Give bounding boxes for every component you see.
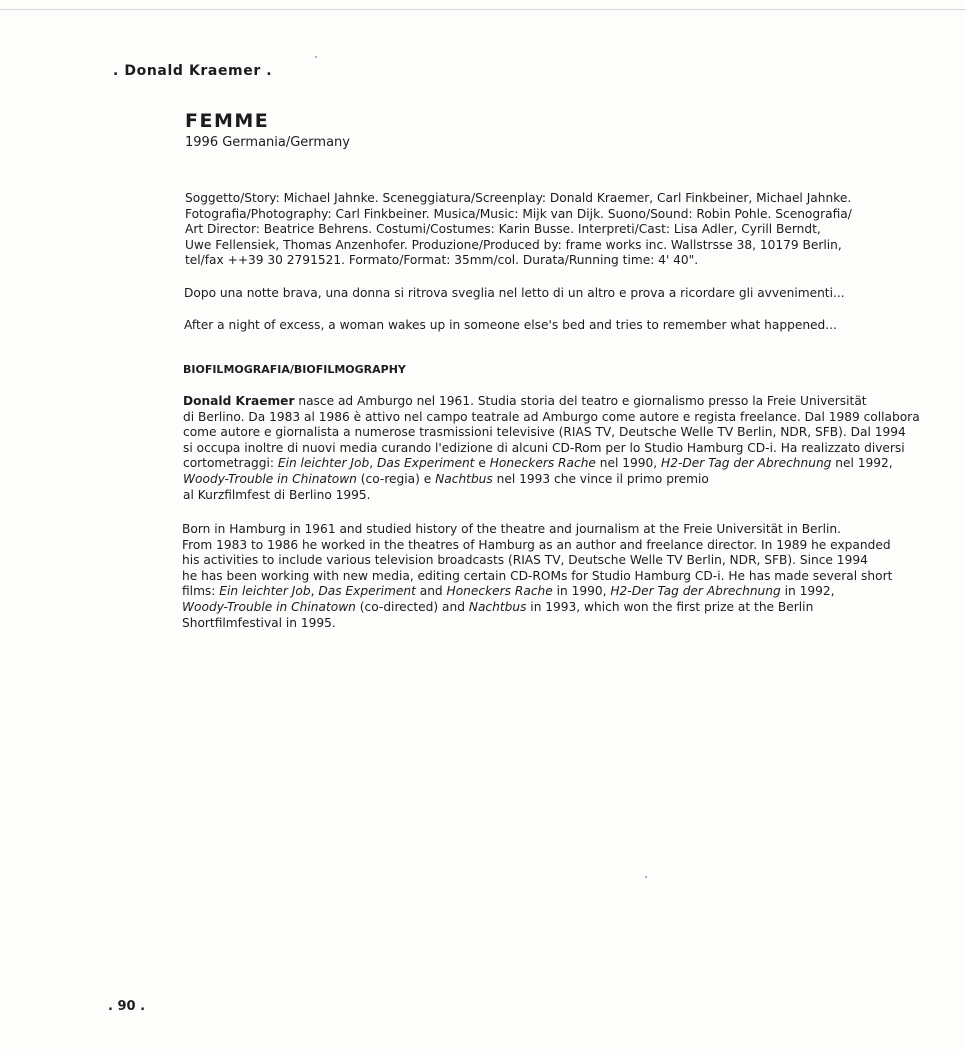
credits-line: Uwe Fellensiek, Thomas Anzenhofer. Produzione/Produced by: frame works inc. Wallstrsse 38, 10179 Berlin,	[185, 237, 842, 252]
bio-english-line	[182, 584, 892, 600]
film-title-italic: H2-Der Tag der Abrechnung	[610, 584, 781, 599]
synopsis-english	[184, 318, 837, 334]
bio-italian-line: di Berlino. Da 1983 al 1986 è attivo nel campo teatrale ad Amburgo come autore e regista freelance. Dal 1989 collabora	[183, 409, 920, 424]
bio-text: in 1993, which won the first prize at the Berlin	[526, 599, 814, 614]
bio-text: nel 1992,	[831, 456, 893, 471]
bio-text: in 1990,	[552, 584, 611, 599]
film-year-country: 1996 Germania/Germany	[185, 135, 350, 150]
film-title-italic: Das Experiment	[318, 584, 416, 599]
credits-block	[185, 191, 852, 269]
bio-italian-line	[183, 472, 920, 488]
top-rule	[0, 9, 966, 10]
bio-heading: BIOFILMOGRAFIA/BIOFILMOGRAPHY	[183, 363, 406, 376]
bio-english	[182, 522, 892, 631]
film-title-italic: Honeckers Rache	[489, 456, 596, 471]
bio-italian-line	[183, 456, 920, 472]
bio-text: e	[474, 456, 490, 471]
scan-speck	[645, 876, 647, 878]
bio-english-line: Shortfilmfestival in 1995.	[182, 615, 336, 630]
bio-text: ,	[310, 584, 319, 599]
scan-speck	[315, 56, 317, 58]
bio-english-line: Born in Hamburg in 1961 and studied history of the theatre and journalism at the Freie Universität in Berlin.	[182, 522, 841, 536]
bio-text: films:	[182, 584, 220, 599]
bio-italian-line	[183, 394, 920, 410]
bio-english-line: he has been working with new media, editing certain CD-ROMs for Studio Hamburg CD-i. He has made several short	[182, 568, 893, 583]
bio-text: in 1992,	[780, 584, 835, 599]
bio-text: nasce ad Amburgo nel 1961. Studia storia del teatro e giornalismo presso la Freie Universität	[294, 394, 867, 408]
film-title-italic: Ein leichter Job	[277, 456, 370, 471]
bio-text: nel 1990,	[595, 456, 662, 471]
bio-text: (co-regia) e	[356, 471, 436, 486]
page-number: . 90 .	[108, 999, 146, 1014]
bio-text: cortometraggi:	[183, 456, 278, 471]
synopsis-english-text: After a night of excess, a woman wakes up in someone else's bed and tries to remember what happened...	[184, 318, 837, 332]
bio-english-line: From 1983 to 1986 he worked in the theatres of Hamburg as an author and freelance director. In 1989 he expanded	[182, 537, 891, 552]
film-title-italic: Nachtbus	[435, 471, 493, 486]
bio-italian	[183, 394, 920, 503]
director-name: . Donald Kraemer .	[113, 63, 273, 79]
synopsis-italian	[184, 286, 845, 302]
film-title: FEMME	[185, 110, 270, 132]
credits-line: Soggetto/Story: Michael Jahnke. Sceneggiatura/Screenplay: Donald Kraemer, Carl Finkbeiner, Michael Jahnke.	[185, 191, 852, 205]
credits-line: Fotografia/Photography: Carl Finkbeiner. Musica/Music: Mijk van Dijk. Suono/Sound: Robin Pohle. Scenografia/	[185, 206, 852, 221]
synopsis-italian-text: Dopo una notte brava, una donna si ritrova sveglia nel letto di un altro e prova a ricordare gli avvenimenti...	[184, 286, 845, 300]
bio-text: (co-directed) and	[355, 599, 469, 614]
film-title-italic: Honeckers Rache	[446, 584, 553, 599]
film-title-italic: Woody-Trouble in Chinatown	[182, 599, 356, 614]
bio-english-line: his activities to include various television broadcasts (RIAS TV, Deutsche Welle TV Berlin, NDR, SFB). Since 1994	[182, 553, 868, 568]
bio-italian-line: come autore e giornalista a numerose trasmissioni televisive (RIAS TV, Deutsche Welle TV Berlin, NDR, SFB). Dal 1994	[183, 425, 906, 440]
bio-text: ,	[369, 456, 377, 471]
bio-text: nel 1993 che vince il primo premio	[492, 471, 709, 486]
credits-line: tel/fax ++39 30 2791521. Formato/Format: 35mm/col. Durata/Running time: 4' 40".	[185, 253, 699, 268]
film-title-italic: Nachtbus	[468, 599, 527, 614]
bio-english-line	[182, 600, 892, 616]
director-name-bold: Donald Kraemer	[183, 394, 295, 408]
credits-line: Art Director: Beatrice Behrens. Costumi/Costumes: Karin Busse. Interpreti/Cast: Lisa Adler, Cyrill Berndt,	[185, 222, 821, 237]
film-title-italic: Ein leichter Job	[219, 584, 311, 599]
bio-text: and	[415, 584, 447, 599]
bio-italian-line: al Kurzfilmfest di Berlino 1995.	[183, 487, 371, 502]
film-title-italic: Das Experiment	[376, 456, 475, 471]
film-title-italic: Woody-Trouble in Chinatown	[183, 471, 357, 486]
bio-italian-line: si occupa inoltre di nuovi media curando l'edizione di alcuni CD-Rom per lo Studio Hamburg CD-i. Ha realizzato diversi	[183, 440, 905, 455]
film-title-italic: H2-Der Tag der Abrechnung	[661, 456, 832, 471]
